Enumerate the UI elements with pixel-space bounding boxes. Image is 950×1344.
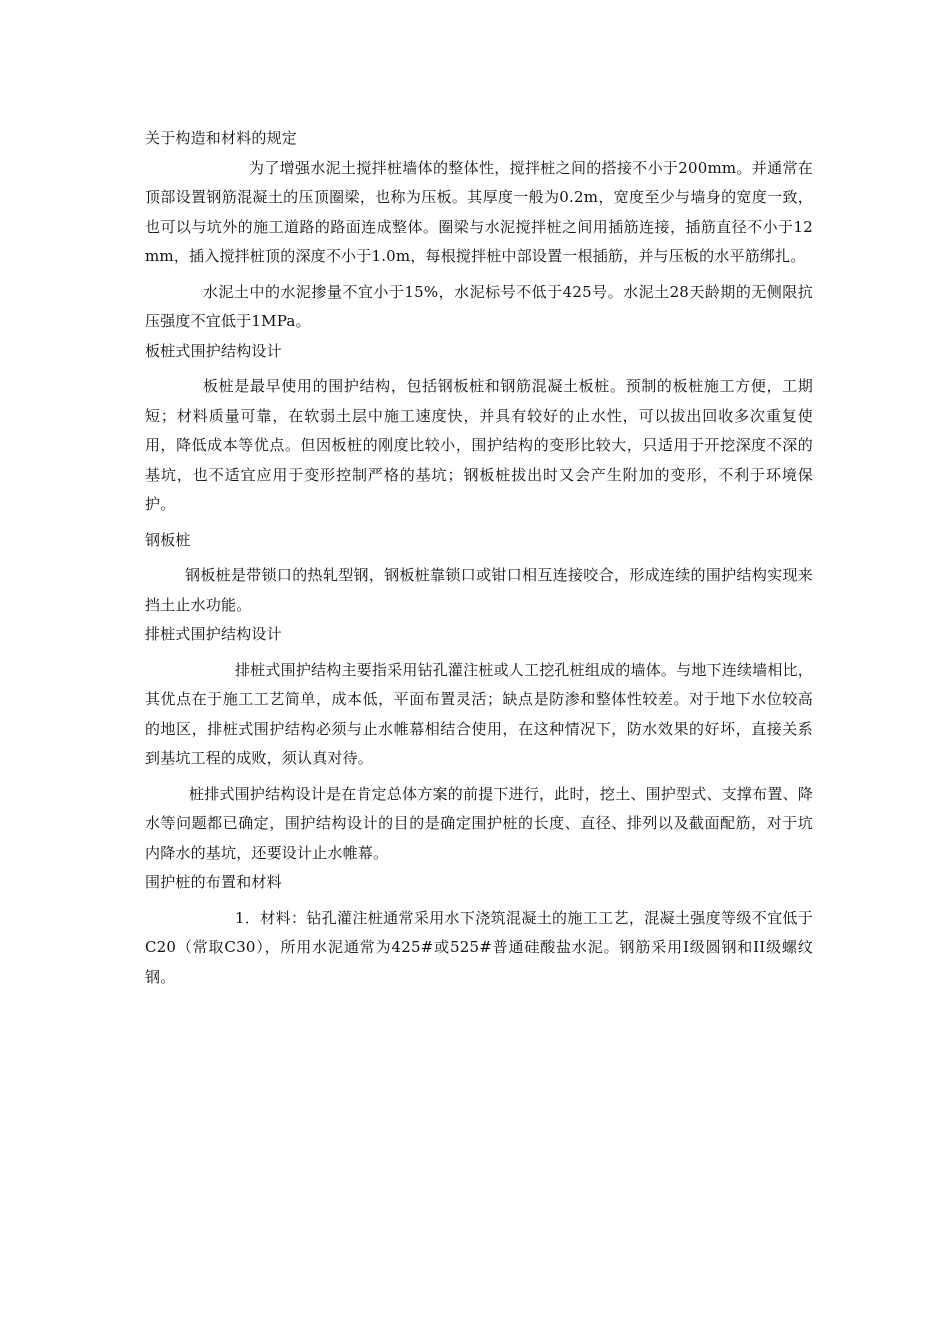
paragraph-steel-sheet-pile-1: 钢板桩是带锁口的热轧型钢，钢板桩靠锁口或钳口相互连接咬合，形成连续的围护结构实现来挡土止水功能。 bbox=[145, 566, 813, 614]
section-heading-steel-sheet-pile: 钢板桩 bbox=[145, 530, 191, 549]
section-heading-sheet-pile: 板桩式围护结构设计 bbox=[145, 341, 282, 360]
paragraph-construction-2: 水泥土中的水泥掺量不宜小于15%，水泥标号不低于425号。水泥土28天龄期的无侧限抗压强度不宜低于1MPa。 bbox=[145, 282, 813, 330]
document-body bbox=[145, 124, 813, 992]
section-heading-row-pile: 排桩式围护结构设计 bbox=[145, 625, 282, 643]
paragraph-sheet-pile-1: 板桩是最早使用的围护结构，包括钢板桩和钢筋混凝土板桩。预制的板桩施工方便，工期短；材料质量可靠，在软弱土层中施工速度快，并具有较好的止水性，可以拔出回收多次重复使用，降低成本等优点。但因板桩的刚度比较小，围护结构的变形比较大，只适用于开挖深度不深的基坑，也不适宜应用于变形控制严格的基坑；钢板桩拔出时又会产生附加的变形，不利于环境保护。 bbox=[145, 377, 813, 513]
paragraph-row-pile-1: 排桩式围护结构主要指采用钻孔灌注桩或人工挖孔桩组成的墙体。与地下连续墙相比，其优点在于施工工艺简单，成本低，平面布置灵活；缺点是防渗和整体性较差。对于地下水位较高的地区，排桩式围护结构必须与止水帷幕相结合使用，在这种情况下，防水效果的好坏，直接关系到基坑工程的成败，须认真对待。 bbox=[145, 660, 813, 767]
section-heading-pile-layout: 围护桩的布置和材料 bbox=[145, 873, 282, 891]
paragraph-pile-layout-1: 1．材料：钻孔灌注桩通常采用水下浇筑混凝土的施工工艺，混凝土强度等级不宜低于C20（常取C30），所用水泥通常为425#或525#普通硅酸盐水泥。钢筋采用Ⅰ级圆钢和II级螺纹钢。 bbox=[145, 908, 813, 986]
paragraph-row-pile-2: 桩排式围护结构设计是在肯定总体方案的前提下进行，此时，挖土、围护型式、支撑布置、降水等问题都已确定，围护结构设计的目的是确定围护桩的长度、直径、排列以及截面配筋，对于坑内降水的基坑，还要设计止水帷幕。 bbox=[145, 784, 813, 862]
section-heading-construction: 关于构造和材料的规定 bbox=[145, 129, 298, 147]
paragraph-construction-1: 为了增强水泥土搅拌桩墙体的整体性，搅拌桩之间的搭接不小于200mm。并通常在顶部设置钢筋混凝土的压顶圈梁，也称为压板。其厚度一般为0.2m，宽度至少与墙身的宽度一致，也可以与坑外的施工道路的路面连成整体。圈梁与水泥搅拌桩之间用插筋连接，插筋直径不小于12mm，插入搅拌桩顶的深度不小于1.0m，每根搅拌桩中部设置一根插筋，并与压板的水平筋绑扎。 bbox=[145, 158, 813, 265]
